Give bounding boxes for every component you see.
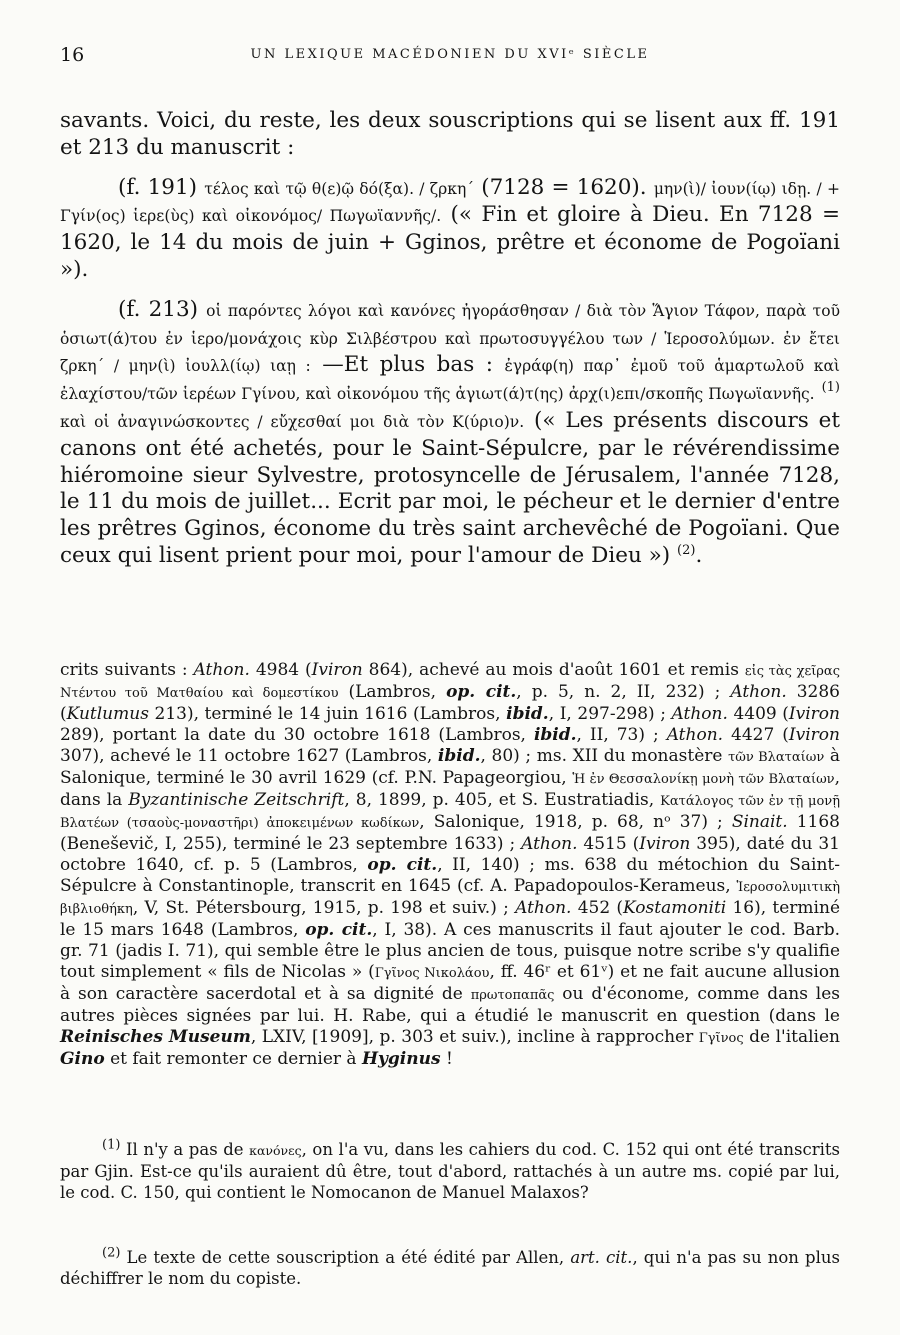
- text-segment: Sinait.: [731, 812, 788, 832]
- text-segment: op. cit.: [367, 855, 438, 875]
- text-segment: crits suivants :: [60, 660, 194, 680]
- greek-text: κανόνες: [249, 1143, 302, 1158]
- text-segment: ibid.: [437, 746, 481, 766]
- text-segment: ibid.: [533, 725, 577, 745]
- text-segment: ibid.: [506, 704, 549, 724]
- greek-text: Γγῖνος: [698, 1031, 744, 1046]
- text-segment: de l'italien: [743, 1027, 841, 1047]
- text-segment: , I, 38). A ces manuscrits il faut ajouter le cod. Barb. gr. 71 (jadis I. 71), qui semble être le plus ancien de tous, puisque notre scribe s'y qualifie tout simplement « fils de Nicolas » (: [60, 920, 840, 982]
- text-segment: Athon.: [521, 834, 578, 854]
- main-text: [60, 108, 840, 583]
- text-segment: Iviron: [639, 834, 691, 854]
- paragraph-intro: savants. Voici, du reste, les deux souscriptions qui se lisent aux ff. 191 et 213 du manuscrit :: [60, 108, 840, 160]
- text-segment: , p. 5, n. 2, II, 232) ;: [516, 682, 731, 702]
- greek-text: Κατάλογος τῶν ἐν τῇ μονῇ Βλατέων (τσαοὺς-μοναστῆρι) ἀποκειμένων κωδίκων: [60, 794, 840, 831]
- greek-text: πρωτοπαπᾶς: [470, 988, 555, 1003]
- text-segment: , I, 297-298) ;: [548, 704, 672, 724]
- text-segment: 289), portant la date du 30 octobre 1618 (Lambros,: [60, 725, 534, 745]
- text-segment: 3286 (: [60, 682, 840, 724]
- page-header: [60, 44, 840, 72]
- text-segment: 16), terminé le 15 mars 1648 (Lambros,: [60, 898, 840, 940]
- text-segment: op. cit.: [446, 682, 517, 702]
- text-segment: 395), daté du 31 octobre 1640, cf. p. 5 (Lambros,: [60, 834, 840, 875]
- page-number: 16: [60, 44, 85, 66]
- text-segment: Byzantinische Zeitschrift: [128, 790, 345, 810]
- text-segment: !: [440, 1049, 453, 1069]
- text-segment: Iviron: [311, 660, 363, 680]
- text-segment: Kostamoniti: [623, 898, 727, 918]
- text-segment: , V, St. Pétersbourg, 1915, p. 198 et suiv.) ;: [132, 898, 516, 918]
- text-segment: Hyginus: [361, 1049, 441, 1069]
- greek-text: ἐγράφ(η) παρ᾽ ἐμοῦ τοῦ ἁμαρτωλοῦ καὶ ἐλαχίστου/τῶν ἱερέων Γγίνου, καὶ οἰκονόμου τῆς ἁγιωτ(ά)τ(ης) ἀρχ(ι)επι/σκοπῆς Πωγωϊαννῆς.: [60, 357, 840, 404]
- text-segment: 4984 (: [249, 660, 312, 680]
- text-segment: Athon.: [666, 725, 724, 745]
- text-segment: Athon.: [671, 704, 728, 724]
- text-segment: 307), achevé le 11 octobre 1627 (Lambros,: [60, 746, 438, 766]
- text-segment: , LXIV, [1909], p. 303 et suiv.), incline à rapprocher: [250, 1027, 699, 1047]
- greek-text: τῶν Βλαταίων: [728, 750, 825, 765]
- text-segment: , ff. 46ʳ et 61ᵛ) et ne fait aucune allusion à son caractère sacerdotal et à sa dignité de: [60, 962, 841, 1004]
- paragraph-subscription-f191: (f. 191) τέλος καὶ τῷ θ(ε)ῷ δό(ξα). / ζρκη΄ (7128 = 1620). μην(ὶ)/ ἰουν(ίῳ) ιδῃ. / + Γγίν(ος) ἱερε(ὺς) καὶ οἰκονόμος/ Πωγωϊαννῆς/. (« Fin et gloire à Dieu. En 7128 = 1620, le 14 du mois de juin + Gginos, prêtre et économe de Pogoïani »).: [60, 174, 841, 282]
- text-segment: 1168 (Beneševič, I, 255), terminé le 23 septembre 1633) ;: [60, 812, 840, 854]
- text-segment: Athon.: [193, 660, 250, 680]
- text-segment: Athon.: [515, 898, 572, 918]
- text-segment: , II, 73) ;: [576, 725, 667, 745]
- text-segment: Kutlumus: [66, 704, 149, 724]
- paragraph-subscription-f213: (f. 213) οἱ παρόντες λόγοι καὶ κανόνες ἠγοράσθησαν / διὰ τὸν Ἅγιον Τάφον, παρὰ τοῦ ὁσιωτ(ά)του ἐν ἱερο/μονάχοις κὺρ Σιλβέστρου καὶ πρωτοσυγγέλου των / Ἱεροσολύμων. ἐν ἔτει ζρκη΄ / μην(ὶ) ἰουλλ(ίῳ) ιαῃ : —Et plus bas : ἐγράφ(η) παρ᾽ ἐμοῦ τοῦ ἁμαρτωλοῦ καὶ ἐλαχίστου/τῶν ἱερέων Γγίνου, καὶ οἰκονόμου τῆς ἁγιωτ(ά)τ(ης) ἀρχ(ι)επι/σκοπῆς Πωγωϊαννῆς. $^{(1)}$ καὶ οἱ ἀναγινώσκοντες / εὔχεσθαί μοι διὰ τὸν Κ(ύριο)ν. (« Les présents discours et canons ont été achetés, pour le Saint-Sépulcre, par le révérendissime hiéromoine sieur Sylvestre, protosyncelle de Jérusalem, l'année 7128, le 11 du mois de juillet... Ecrit par moi, le pécheur et le dernier d'entre les prêtres Gginos, économe du très saint archevêché de Pogoïani. Que ceux qui lisent prient pour moi, pour l'amour de Dieu ») $^{(2)}$.: [60, 296, 841, 568]
- footnote-marker: (1): [102, 1137, 121, 1153]
- text-segment: , Salonique, 1918, p. 68, nᵒ 37) ;: [419, 812, 732, 832]
- text-segment: , dans la: [60, 768, 840, 810]
- footnote-ref-1: (1): [821, 380, 840, 396]
- text-segment: , II, 140) ; ms. 638 du métochion du Saint-Sépulcre à Constantinople, transcrit en 1645 (cf. A. Papadopoulos-Kerameus,: [60, 855, 840, 896]
- text-segment: Iviron: [788, 725, 840, 745]
- text-segment: à Salonique, terminé le 30 avril 1629 (cf. P.N. Papageorgiou,: [60, 746, 840, 788]
- text-segment: ou d'économe, comme dans les autres pièces signées par lui. H. Rabe, qui a étudié le manuscrit en question (dans le: [60, 984, 841, 1026]
- text-segment: Iviron: [788, 704, 840, 724]
- footnote-ref-2: (2): [677, 542, 696, 558]
- footnote-2: $^{(2)}$ Le texte de cette souscription a été édité par Allen, art. cit., qui n'a pas su non plus déchiffrer le nom du copiste.: [60, 1245, 840, 1288]
- continuation-paragraph: [60, 660, 840, 1070]
- footnote-marker: (2): [102, 1245, 121, 1261]
- text-segment: 4409 (: [727, 704, 789, 724]
- greek-text: καὶ οἱ ἀναγινώσκοντες / εὔχεσθαί μοι διὰ τὸν Κ(ύριο)ν.: [60, 412, 525, 431]
- text-segment: 4427 (: [723, 725, 789, 745]
- footnote-1: $^{(1)}$ Il n'y a pas de κανόνες, on l'a vu, dans les cahiers du cod. C. 152 qui ont été transcrits par Gjin. Est-ce qu'ils auraient dû être, tout d'abord, rattachés à un autre ms. copié par lui, le cod. C. 150, qui contient le Nomocanon de Manuel Malaxos?: [60, 1137, 841, 1202]
- text-segment: Gino: [60, 1049, 105, 1069]
- text-segment: Athon.: [730, 682, 787, 702]
- text-segment: 4515 (: [577, 834, 640, 854]
- text-segment: op. cit.: [305, 920, 373, 940]
- text-segment: Reinisches Museum: [60, 1027, 251, 1047]
- text-segment: 864), achevé au mois d'août 1601 et remis: [362, 660, 745, 680]
- running-title: UN LEXIQUE MACÉDONIEN DU XVIᵉ SIÈCLE: [250, 47, 650, 62]
- greek-text: μην(ὶ)/ ἰουν(ίῳ) ιδῃ. / + Γγίν(ος) ἱερε(ὺς) καὶ οἰκονόμος/ Πωγωϊαννῆς/.: [60, 179, 840, 226]
- footnote-continuation: [60, 660, 840, 1070]
- greek-text: οἱ παρόντες λόγοι καὶ κανόνες ἠγοράσθησαν / διὰ τὸν Ἅγιον Τάφον, παρὰ τοῦ ὁσιωτ(ά)του ἐν ἱερο/μονάχοις κὺρ Σιλβέστρου καὶ πρωτοσυγγέλου των / Ἱεροσολύμων. ἐν ἔτει ζρκη΄ / μην(ὶ) ἰουλλ(ίῳ) ιαῃ :: [60, 301, 840, 376]
- greek-text: τέλος καὶ τῷ θ(ε)ῷ δό(ξα). / ζρκη΄: [204, 179, 475, 198]
- text-segment: (Lambros,: [338, 682, 447, 702]
- text-segment: et fait remonter ce dernier à: [104, 1049, 362, 1069]
- greek-text: Ἱεροσολυμιτικὴ βιβλιοθήκη: [60, 880, 840, 917]
- text-segment: 452 (: [571, 898, 624, 918]
- text-segment: , 80) ; ms. XII du monastère: [480, 746, 729, 766]
- greek-text: εἰς τὰς χεῖρας Ντέντου τοῦ Ματθαίου καὶ δομεστίκου: [60, 664, 840, 701]
- greek-text: Ἡ ἐν Θεσσαλονίκῃ μονὴ τῶν Βλαταίων: [572, 772, 835, 787]
- text-segment: , 8, 1899, p. 405, et S. Eustratiadis,: [344, 790, 661, 810]
- text-segment: 213), terminé le 14 juin 1616 (Lambros,: [148, 704, 507, 724]
- greek-text: Γγῖνος Νικολάου: [374, 966, 490, 981]
